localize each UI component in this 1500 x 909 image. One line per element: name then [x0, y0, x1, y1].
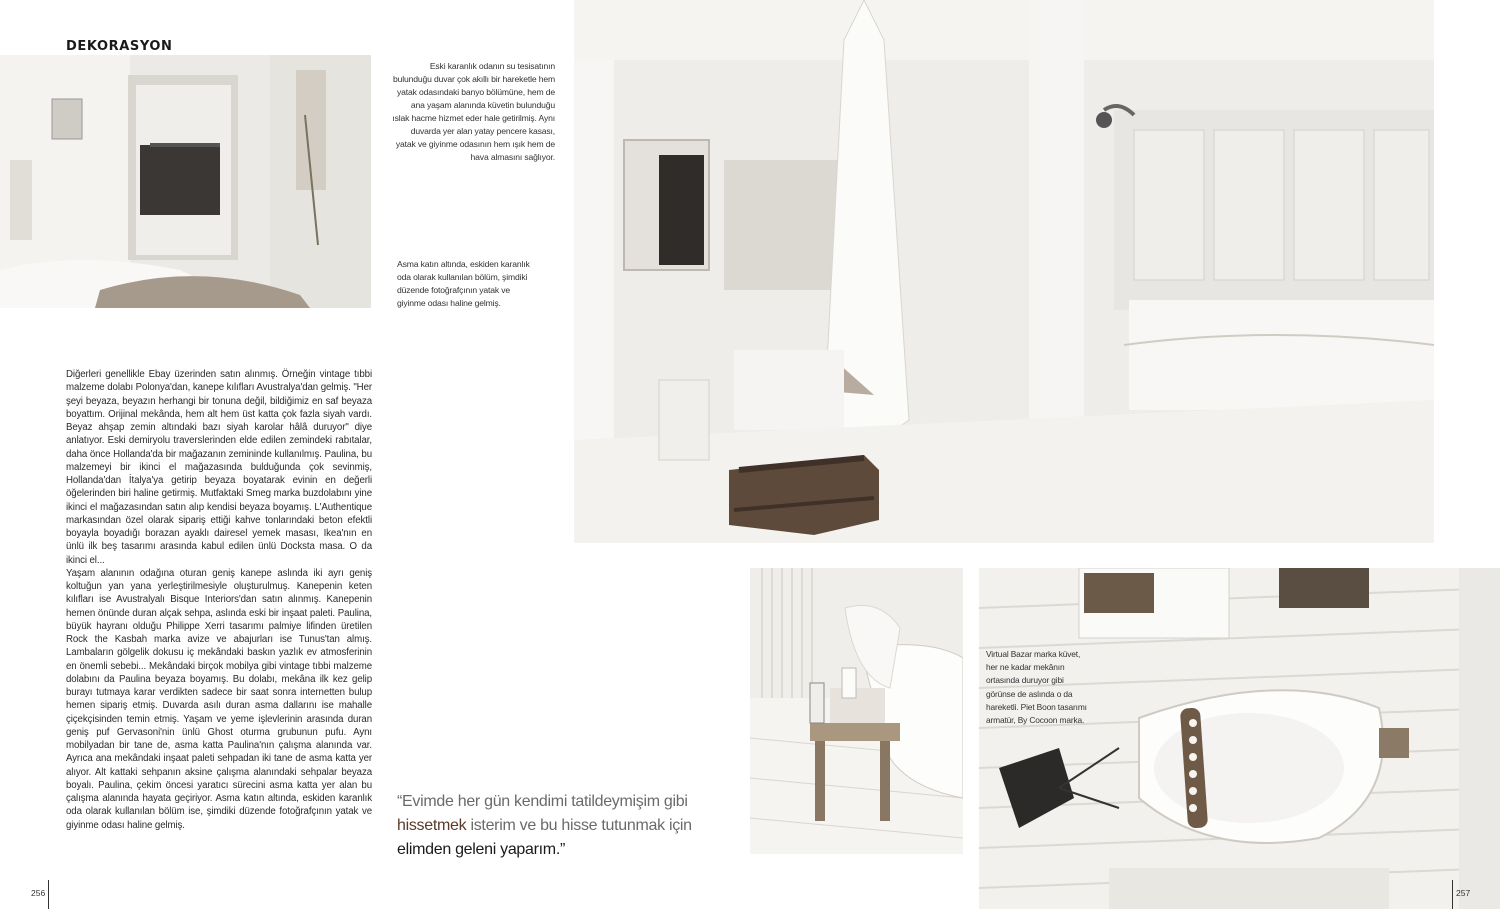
page-number-right: 257	[1456, 888, 1471, 898]
bathtub-stool-photo	[750, 568, 963, 854]
page-rule-left	[48, 880, 49, 909]
pull-quote	[397, 790, 697, 862]
main-room-photo	[574, 0, 1434, 543]
page-number-left: 256	[31, 888, 46, 898]
caption-middle: Asma katın altında, eskiden karanlık oda olarak kullanılan bölüm, şimdiki düzende fotoğrafçının yatak ve giyinme odası haline gelmiş.	[397, 259, 530, 308]
quote-line-3: elimden geleni yaparım.”	[397, 841, 565, 858]
body-paragraph-2: Yaşam alanının odağına oturan geniş kanepe aslında iki ayrı geniş koltuğun yan yana yerleştirilmesiyle oluşturulmuş. Kanepenin keten kılıfları ise Avustralyalı Bisque Interiors'dan satın alınmış. Kanepenin hemen önünde duran alçak sehpa, aslında eski bir inşaat paleti. Paulina, büyük hayranı olduğu Philippe Xerri tasarımı palmiye lifinden üretilen Rock the Kasbah marka avize ve abajurları ise Tunus'tan almış. Lambaların gölgelik dokusu iç mekândaki baskın yazlık ev atmosferinin en önemli sebebi... Mekândaki birçok mobilya gibi vintage tıbbi malzeme dolabını da Paulina beyaza boyamış. Bu dolabı, mekâna ilk kez gelip burayı tutmaya karar verdikten sadece bir saat sonra internetten bulup hemen sipariş etmiş. Duvarda asılı duran asma dallarını ise mahalle çiçekçisinden temin etmiş. Yaşam ve yeme işlevlerinin arasında duran geniş puf Gervasoni'nin ünlü Ghost oturma grubunun pufu. Aynı mobilyadan bir tane de, asma katta Paulina'nın çalışma alanında var. Ayrıca ana mekândaki inşaat paleti sehpadan iki tane de asma katta yer alıyor. Alt kattaki sehpanın aksine çalışma alanındaki sehpalar beyaza boyalı. Paulina, çekim öncesi yaratıcı sürecini asma katta yer alan bu çalışma alanında hayata geçiriyor. Asma katın altında, eskiden karanlık oda olarak kullanılan bölüm ise, şimdiki düzende fotoğrafçının yatak ve giyinme odası haline gelmiş.	[66, 567, 372, 831]
quote-line-1: “Evimde her gün kendimi tatildeymişim gibi	[397, 793, 688, 810]
page-rule-right	[1452, 880, 1453, 909]
body-paragraph-1: Diğerleri genellikle Ebay üzerinden satın alınmış. Örneğin vintage tıbbi malzeme dolabı Polonya'dan, kanepe kılıfları Avustralya'dan gelmiş. "Her şeyi beyaza, beyazın herhangi bir tonuna değil, bildiğimiz en saf beyaza boyattım. Orijinal mekânda, hem alt hem üst katta çok fazla siyah vardı. Beyaz ahşap zemin altındaki bazı siyah karolar hâlâ duruyor" diye anlatıyor. Eski demiryolu traverslerinden elde edilen zemindeki rabıtalar, daha önce Hollanda'da bir mağazanın zemininde kullanılmış. Paulina, bu malzemeyi bir ikinci el mağazasında bulduğunda çok sevinmiş, Hollanda'dan İtalya'ya getirip beyaza boyatarak evinin en değerli öğelerinden biri haline getirmiş. Mutfaktaki Smeg marka buzdolabını yine ikinci el mağazasından satın alıp kendisi beyaza boyamış. L'Authentique markasından özel olarak sipariş ettiği kahve tonlarındaki beton efektli boyayla boyadığı borazan ayaklı dairesel yemek masası, Ikea'nın en ünlü ilk beş tasarımı arasında kabul edilen ünlü Docksta masa. O da ikinci el...	[66, 369, 372, 566]
bathtub-overhead-photo	[979, 568, 1500, 909]
quote-highlight: hissetmek	[397, 817, 467, 834]
quote-line-2: isterim ve bu hisse tutunmak için	[466, 817, 692, 834]
caption-top: Eski karanlık odanın su tesisatının bulunduğu duvar çok akıllı bir hareketle hem yatak odasındaki banyo bölümüne, hem de ana yaşam alanında küvetin bulunduğu ıslak hacme hizmet eder hale getirilmiş. Aynı duvarda yer alan yatay pencere kasası, yatak ve giyinme odasının hem ışık hem de hava almasını sağlıyor.	[392, 61, 555, 162]
bedroom-wardrobe-photo	[0, 55, 371, 308]
section-title: DEKORASYON	[66, 39, 173, 54]
caption-bath: Virtual Bazar marka küvet, her ne kadar mekânın ortasında duruyor gibi görünse de aslında o da hareketli. Piet Boon tasarımı armatür, By Cocoon marka.	[986, 649, 1087, 726]
article-body	[66, 368, 372, 832]
